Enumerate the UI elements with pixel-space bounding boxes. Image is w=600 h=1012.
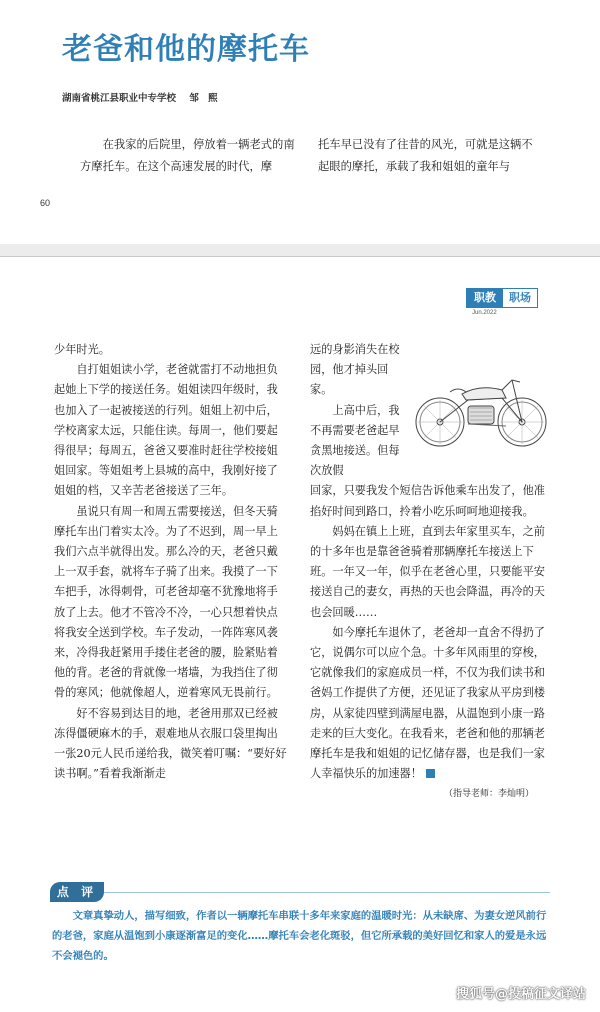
- paragraph-text: 如今摩托车退休了，老爸却一直舍不得扔了它，说偶尔可以应个急。十多年风雨里的穿梭，它就像我们的家庭成员一样，不仅为我们读书和爸妈工作提供了方便，还见证了我家从平房到楼房，从家徒四壁到满屋电器，从温饱到小康一路走来的巨大变化。在我看来，老爸和他的那辆老摩托车是我和姐姐的记忆储存器，也是我们一家人幸福快乐的加速器！: [310, 625, 545, 781]
- body-column-left: [54, 340, 288, 784]
- section-badge: [466, 288, 538, 308]
- square-end-mark-icon: [426, 769, 435, 778]
- article-title: 老爸和他的摩托车: [62, 32, 310, 67]
- motorcycle-sketch-icon: [410, 370, 550, 450]
- paragraph-narrow: 远的身影消失在校园，他才掉头回家。: [310, 343, 400, 397]
- author-name: 邹 熙: [189, 93, 221, 104]
- top-column-left: [80, 134, 300, 178]
- previous-page: [0, 0, 600, 245]
- issue-date: Jun.2022: [472, 310, 497, 316]
- paragraph: 妈妈在镇上上班，直到去年家里买车，之前的十多年也是靠爸爸骑着那辆摩托车接送上下班。一年又一年，似乎在老爸心里，只要能平安接送自己的妻女，再热的天也会降温，再冷的天也会回暖……: [310, 524, 545, 619]
- page-number: 60: [40, 198, 51, 208]
- watermark: 搜狐号@投稿征文译站: [455, 987, 586, 1002]
- paragraph: [310, 623, 546, 785]
- paragraph: 回家，只要我发个短信告诉他乘车出发了，他准掐好时间到路口，拎着小吃乐呵呵地迎接我。: [310, 484, 545, 518]
- top-paragraph-left: 在我家的后院里，停放着一辆老式的南方摩托车。在这个高速发展的时代，摩: [80, 138, 295, 173]
- paragraph: 好不容易到达目的地，老爸用那双已经被冻得僵硬麻木的手，艰难地从衣服口袋里掏出一张20元人民币递给我，微笑着叮嘱：“要好好读书啊。”看着我渐渐走: [54, 706, 287, 781]
- paragraph: 虽说只有周一和周五需要接送，但冬天骑摩托车出门着实太冷。为了不迟到，周一早上我们六点半就得出发。那么冷的天，老爸只戴上一双手套，就将车子骑了出来。我摸了一下车把手，冰得刺骨，可老爸却毫不犹豫地将手放了上去。他才不管冷不冷，一心只想着快点将我安全送到学校。车子发动，一阵阵寒风袭来，冷得我赶紧用手搂住老爸的腰，脸紧贴着他的背。老爸的背就像一堵墙，为我挡住了彻骨的寒风；他就像超人，逆着寒风无畏前行。: [54, 504, 278, 700]
- paragraph: 自打姐姐读小学，老爸就雷打不动地担负起她上下学的接送任务。姐姐读四年级时，我也加入了一起被接送的行列。姐姐上初中后，学校离家太远，只能住读。每周一，他们要起得很早；每周五，爸爸又要准时赶往学校接姐姐回家。等姐姐考上县城的高中，我刚好接了姐姐的档，又辛苦老爸接送了三年。: [54, 363, 278, 498]
- byline: [62, 90, 221, 104]
- school-name: 湖南省桃江县职业中专学校: [62, 93, 177, 104]
- comment-label: 点 评: [50, 882, 104, 902]
- comment-text: 文章真挚动人，描写细致，作者以一辆摩托车串联十多年来家庭的温暖时光：从未缺席、为妻女逆风前行的老爸，家庭从温饱到小康逐渐富足的变化……摩托车会老化斑驳，但它所承载的美好回忆和家人的爱是永远不会褪色的。: [52, 910, 547, 962]
- paragraph: 少年时光。: [54, 343, 110, 356]
- top-paragraph-right: 托车早已没有了往昔的风光，可就是这辆不起眼的摩托，承载了我和姐姐的童年与: [318, 138, 533, 173]
- top-column-right: [318, 134, 538, 178]
- comment-divider: [104, 892, 550, 893]
- advisor-credit: （指导老师：李灿明）: [443, 789, 534, 800]
- page-gap: [0, 244, 600, 257]
- badge-part-1: 职教: [467, 289, 503, 307]
- badge-part-2: 职场: [503, 289, 537, 307]
- paragraph-narrow: 上高中后，我不再需要老爸起早贪黑地接送。但每次放假: [310, 403, 400, 478]
